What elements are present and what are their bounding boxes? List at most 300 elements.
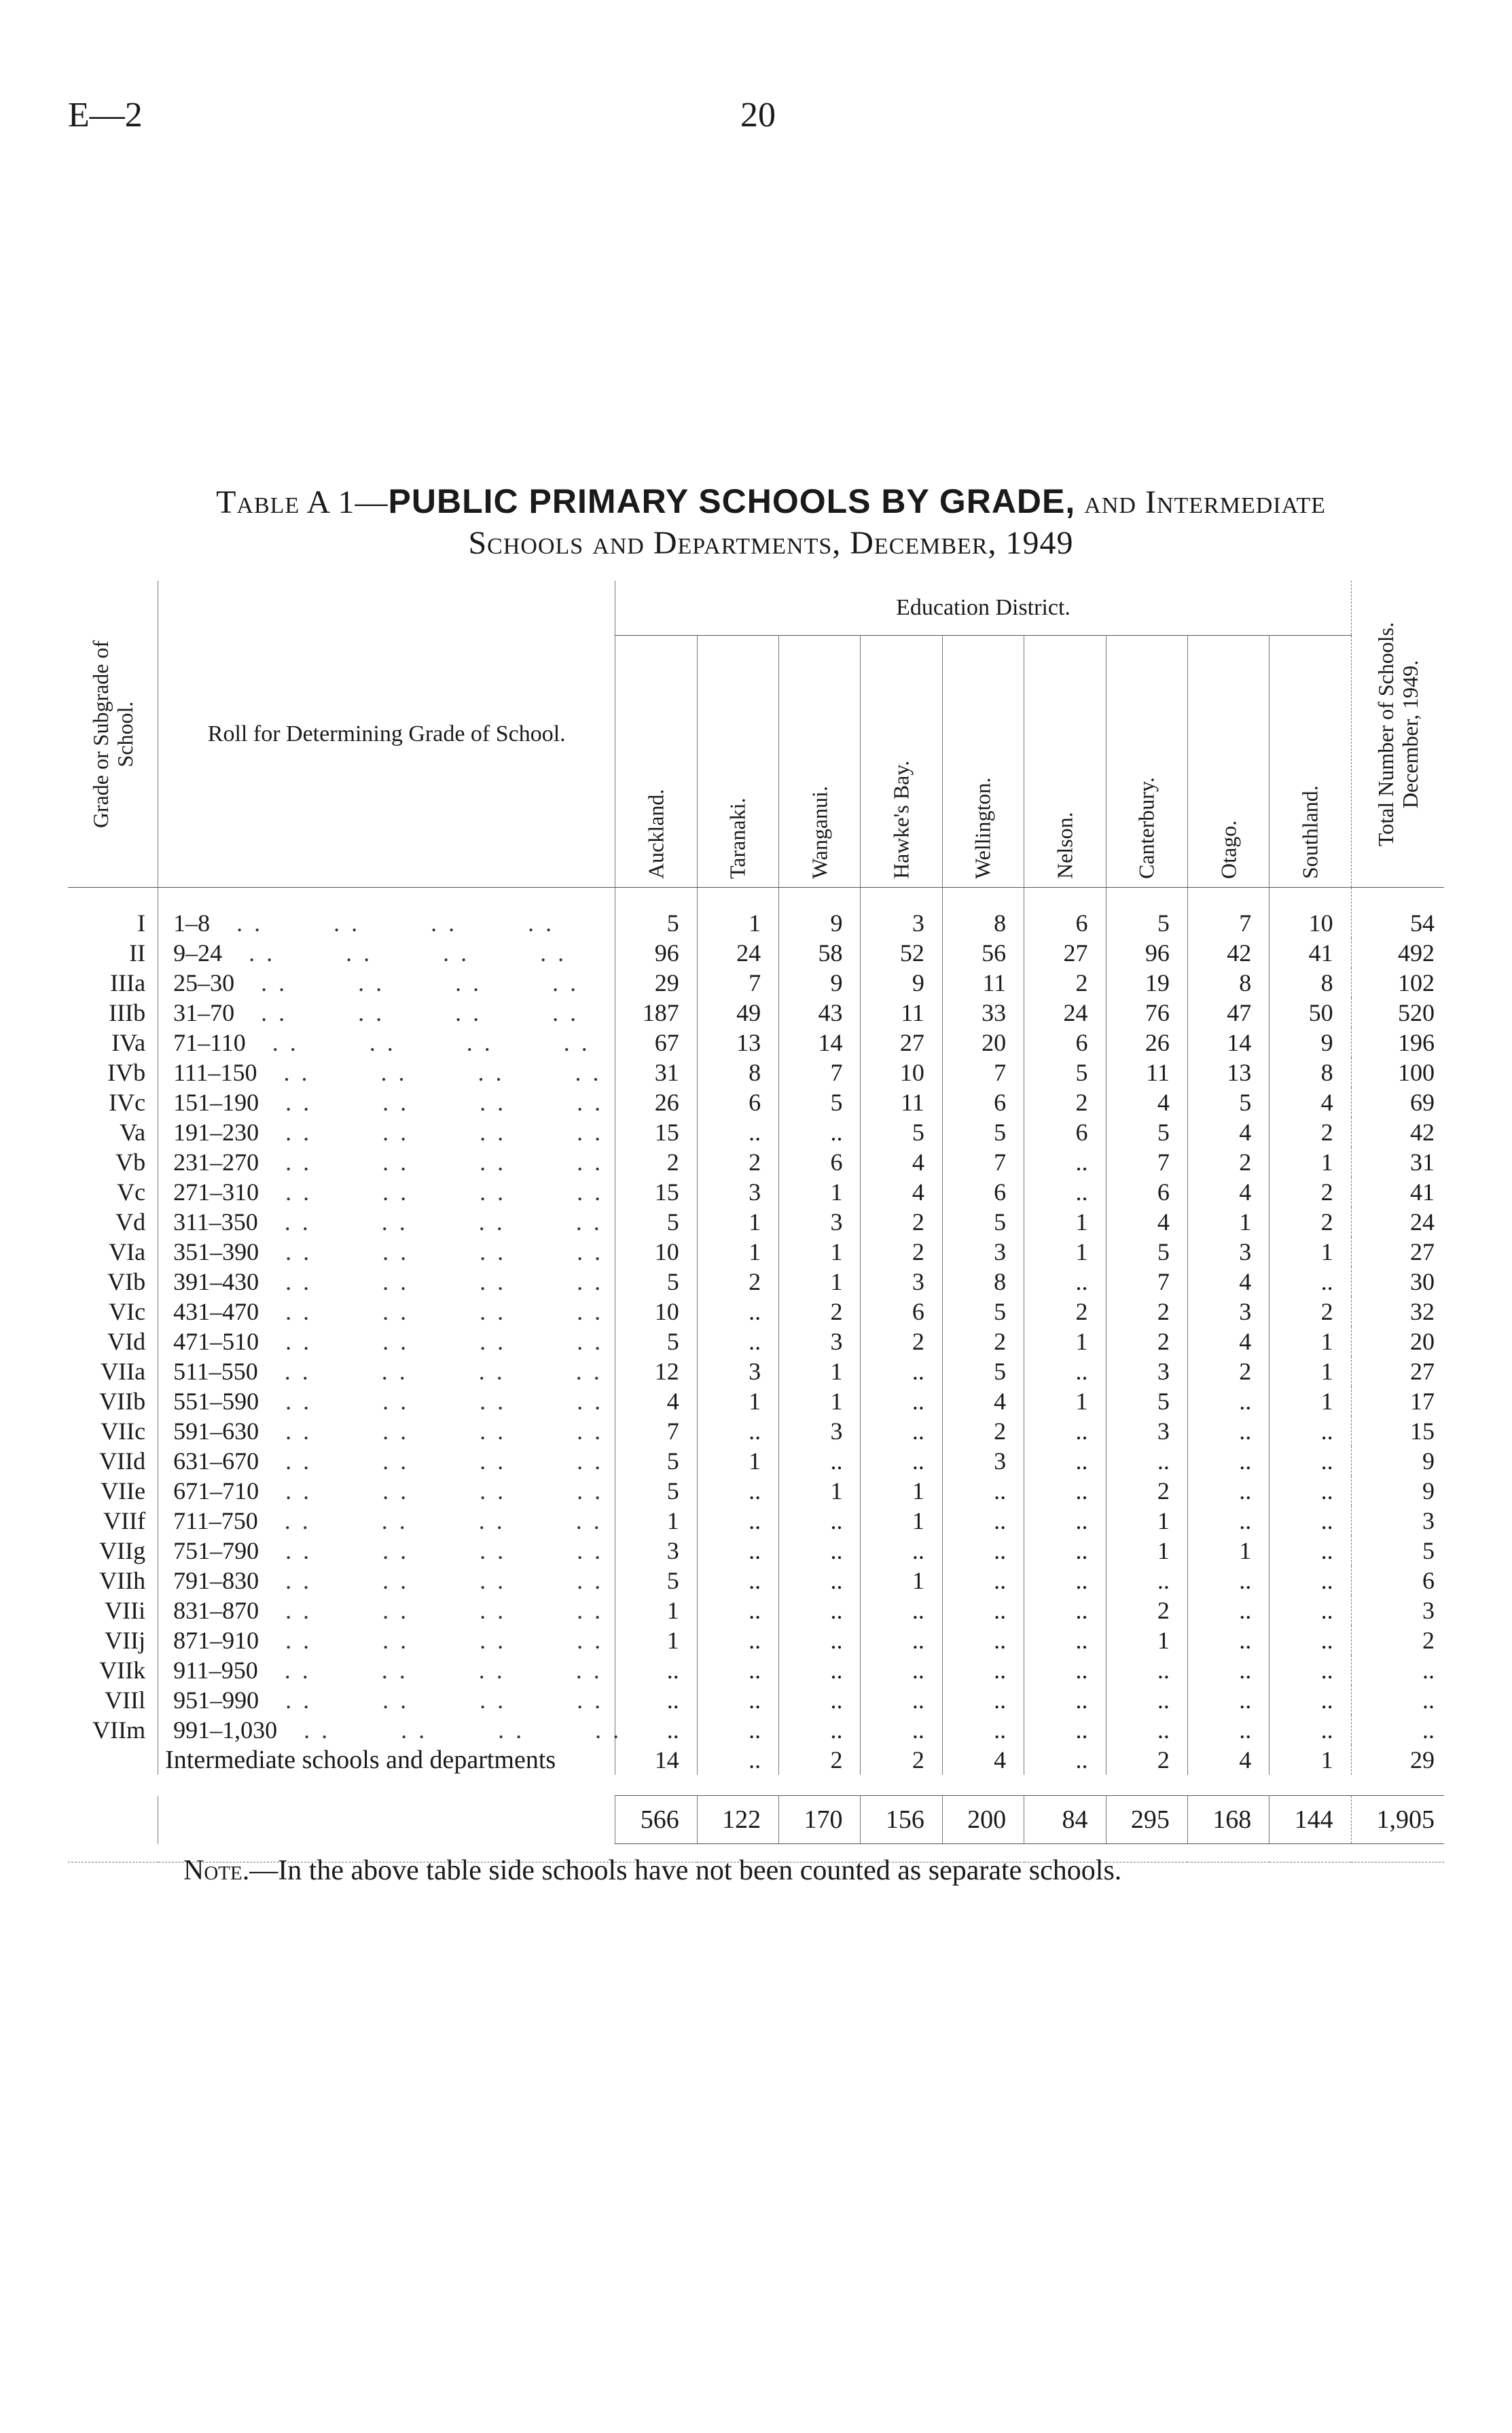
district-value-cell: .. (779, 1596, 861, 1625)
row-total-cell: 196 (1351, 1028, 1444, 1058)
total-value: 168 (1187, 1796, 1269, 1844)
district-value-cell: 5 (1106, 1386, 1187, 1416)
roll-range: 831–870 (173, 1597, 259, 1624)
district-value-cell: 15 (615, 1117, 697, 1147)
district-value-cell: 4 (1106, 1207, 1187, 1237)
district-value-cell: 5 (1106, 1117, 1187, 1147)
district-value-cell: .. (779, 1655, 861, 1685)
roll-range: 351–390 (173, 1238, 259, 1265)
roll-cell (158, 938, 615, 968)
grade-cell: VIIb (99, 1388, 146, 1415)
district-value-cell: 7 (942, 1147, 1024, 1177)
table-row (68, 1596, 1444, 1625)
title-prefix: Table A 1— (216, 484, 389, 520)
grade-column-header (68, 581, 158, 888)
district-value-cell: .. (1270, 1596, 1351, 1625)
leader-dots: . . . . . . . . (259, 1238, 604, 1265)
leader-dots: . . . . . . . . (259, 1447, 604, 1475)
district-value-cell: 3 (779, 1207, 861, 1237)
roll-range: 791–830 (173, 1567, 259, 1594)
row-total-cell: 27 (1351, 1237, 1444, 1267)
table-row (68, 1028, 1444, 1058)
district-value-cell: 2 (697, 1267, 778, 1297)
grade-cell: VIIm (92, 1716, 146, 1744)
table-note (183, 1854, 1121, 1887)
district-value-cell: .. (861, 1416, 942, 1446)
roll-range: 711–750 (173, 1507, 258, 1534)
roll-cell (158, 1685, 615, 1715)
district-value-cell: 6 (861, 1297, 942, 1327)
district-value-cell: .. (1187, 1416, 1269, 1446)
roll-range: 591–630 (173, 1418, 259, 1445)
district-value-cell: 8 (1270, 968, 1351, 998)
district-value-cell: .. (861, 1356, 942, 1386)
district-value-cell: .. (1024, 1267, 1106, 1297)
table-row (68, 1327, 1444, 1356)
district-value-cell: .. (697, 1625, 778, 1655)
district-value-cell: .. (779, 1536, 861, 1566)
district-value-cell: 9 (779, 888, 861, 939)
district-value-cell: 2 (1106, 1297, 1187, 1327)
total-header-text: Total Number of Schools. December, 1949. (1373, 621, 1422, 846)
district-value-cell: 10 (861, 1058, 942, 1087)
district-value-cell: .. (779, 1685, 861, 1715)
table-row (68, 1655, 1444, 1685)
grade-cell: Va (120, 1119, 146, 1146)
district-value-cell: 8 (942, 1267, 1024, 1297)
district-value-cell: 13 (697, 1028, 778, 1058)
note-text: —In the above table side schools have not been counted as separate schools. (249, 1855, 1122, 1886)
schools-table-wrapper (68, 581, 1444, 1862)
roll-cell (158, 1207, 615, 1237)
district-value-cell: 9 (861, 968, 942, 998)
district-value-cell: 5 (1024, 1058, 1106, 1087)
district-label: Hawke's Bay. (888, 760, 914, 879)
district-value-cell: 7 (942, 1058, 1024, 1087)
district-value-cell: .. (1270, 1566, 1351, 1596)
district-value-cell: 1 (1187, 1207, 1269, 1237)
district-value-cell: 5 (942, 1297, 1024, 1327)
district-value-cell: 5 (615, 1327, 697, 1356)
district-value-cell: 5 (615, 1267, 697, 1297)
district-value-cell: 5 (615, 888, 697, 939)
roll-cell (158, 1416, 615, 1446)
district-value-cell: .. (697, 1715, 778, 1745)
district-value-cell: 7 (1106, 1267, 1187, 1297)
roll-cell (158, 1028, 615, 1058)
district-value-cell: .. (697, 1297, 778, 1327)
district-value-cell: 1 (1270, 1327, 1351, 1356)
district-value-cell: .. (942, 1536, 1024, 1566)
district-value-cell: .. (1024, 1596, 1106, 1625)
district-value-cell: 2 (1106, 1596, 1187, 1625)
roll-range: 31–70 (173, 999, 235, 1026)
district-value-cell: 3 (779, 1327, 861, 1356)
district-value-cell: 1 (779, 1476, 861, 1506)
district-value-cell: .. (1187, 1715, 1269, 1745)
district-value-cell: .. (1106, 1715, 1187, 1745)
district-value-cell: 52 (861, 938, 942, 968)
total-value: 84 (1024, 1796, 1106, 1844)
table-row (68, 1566, 1444, 1596)
district-header-southland (1270, 636, 1351, 888)
district-value-cell: .. (1106, 1655, 1187, 1685)
district-value-cell: 10 (615, 1297, 697, 1327)
row-total-cell: 32 (1351, 1297, 1444, 1327)
district-value-cell: 4 (1187, 1267, 1269, 1297)
grade-cell: VIIk (99, 1657, 146, 1684)
intermediate-value: 4 (1187, 1745, 1269, 1775)
totals-row (68, 1796, 1444, 1844)
roll-cell (158, 1536, 615, 1566)
district-value-cell: .. (697, 1655, 778, 1685)
table-row (68, 998, 1444, 1028)
roll-range: 151–190 (173, 1089, 259, 1116)
grade-cell: VIIe (101, 1477, 146, 1504)
roll-range: 311–350 (173, 1208, 258, 1236)
table-row (68, 1147, 1444, 1177)
roll-cell (158, 1177, 615, 1207)
district-value-cell: .. (1187, 1476, 1269, 1506)
district-value-cell: .. (1270, 1267, 1351, 1297)
grade-cell: VIc (109, 1298, 146, 1325)
roll-column-header (158, 581, 615, 888)
district-value-cell: .. (1024, 1625, 1106, 1655)
district-value-cell: .. (861, 1596, 942, 1625)
title-suffix: and Intermediate (1075, 484, 1326, 520)
district-value-cell: 5 (615, 1476, 697, 1506)
grade-cell: VIIi (105, 1597, 146, 1624)
roll-range: 511–550 (173, 1358, 258, 1385)
leader-dots: . . . . . . . . (257, 1208, 602, 1236)
district-value-cell: 19 (1106, 968, 1187, 998)
leader-dots: . . . . . . . . (277, 1716, 622, 1744)
row-total-cell: .. (1351, 1655, 1444, 1685)
district-value-cell: 6 (942, 1177, 1024, 1207)
district-value-cell: 12 (615, 1356, 697, 1386)
roll-range: 991–1,030 (173, 1716, 278, 1744)
district-value-cell: 2 (1024, 968, 1106, 998)
district-header-taranaki (697, 636, 778, 888)
district-value-cell: 2 (1270, 1207, 1351, 1237)
row-total-cell: 102 (1351, 968, 1444, 998)
district-value-cell: 1 (861, 1566, 942, 1596)
district-value-cell: 96 (615, 938, 697, 968)
district-value-cell: 4 (1187, 1327, 1269, 1356)
roll-range: 911–950 (173, 1657, 258, 1684)
roll-cell (158, 1237, 615, 1267)
district-value-cell: 1 (779, 1356, 861, 1386)
district-value-cell: .. (1187, 1506, 1269, 1536)
row-total-cell: 20 (1351, 1327, 1444, 1356)
leader-dots: . . . . . . . . (259, 1178, 604, 1206)
intermediate-value: 14 (615, 1745, 697, 1775)
district-value-cell: 5 (615, 1566, 697, 1596)
row-total-cell: 9 (1351, 1476, 1444, 1506)
district-value-cell: 27 (1024, 938, 1106, 968)
district-value-cell: 2 (615, 1147, 697, 1177)
table-row (68, 1536, 1444, 1566)
row-total-cell: 24 (1351, 1207, 1444, 1237)
district-value-cell: 1 (697, 1207, 778, 1237)
district-value-cell: 1 (1106, 1536, 1187, 1566)
totals-grade-cell (68, 1796, 158, 1844)
district-value-cell: .. (1270, 1506, 1351, 1536)
grade-cell: IVc (109, 1089, 146, 1116)
intermediate-value: 1 (1270, 1745, 1351, 1775)
roll-cell (158, 1087, 615, 1117)
district-value-cell: 58 (779, 938, 861, 968)
district-value-cell: .. (615, 1685, 697, 1715)
table-row (68, 1058, 1444, 1087)
district-value-cell: 1 (1270, 1356, 1351, 1386)
leader-dots: . . . . . . . . (257, 1059, 602, 1086)
grade-cell: IIIb (109, 999, 146, 1026)
district-value-cell: 2 (861, 1327, 942, 1356)
district-value-cell: 26 (1106, 1028, 1187, 1058)
grade-cell: VId (107, 1328, 146, 1355)
district-value-cell: .. (1106, 1446, 1187, 1476)
leader-dots: . . . . . . . . (245, 1029, 590, 1056)
roll-cell (158, 1566, 615, 1596)
district-value-cell: 1 (615, 1596, 697, 1625)
row-total-cell: 30 (1351, 1267, 1444, 1297)
roll-header-text: Roll for Determining Grade of School. (207, 721, 566, 746)
total-value: 200 (942, 1796, 1024, 1844)
leader-dots: . . . . . . . . (259, 1597, 604, 1624)
district-value-cell: .. (1024, 1506, 1106, 1536)
table-row (68, 968, 1444, 998)
district-value-cell: .. (1270, 1446, 1351, 1476)
roll-range: 551–590 (173, 1388, 259, 1415)
district-value-cell: 4 (861, 1147, 942, 1177)
table-row (68, 1386, 1444, 1416)
roll-range: 631–670 (173, 1447, 259, 1475)
district-value-cell: .. (1024, 1416, 1106, 1446)
district-value-cell: 3 (861, 1267, 942, 1297)
district-value-cell: 7 (615, 1416, 697, 1446)
district-value-cell: 1 (697, 1446, 778, 1476)
total-value: 295 (1106, 1796, 1187, 1844)
totals-label-cell (158, 1796, 615, 1844)
district-value-cell: .. (861, 1536, 942, 1566)
district-value-cell: 3 (1187, 1297, 1269, 1327)
district-value-cell: 5 (942, 1117, 1024, 1147)
district-value-cell: .. (1106, 1685, 1187, 1715)
table-title (95, 481, 1447, 564)
district-header-nelson (1024, 636, 1106, 888)
leader-dots: . . . . . . . . (259, 1567, 604, 1594)
district-value-cell: 1 (1024, 1207, 1106, 1237)
intermediate-grade-cell (68, 1745, 158, 1775)
district-value-cell: 2 (697, 1147, 778, 1177)
roll-cell (158, 1297, 615, 1327)
row-total-cell: .. (1351, 1715, 1444, 1745)
district-value-cell: 2 (1270, 1117, 1351, 1147)
roll-range: 431–470 (173, 1298, 259, 1325)
district-value-cell: 6 (1024, 1117, 1106, 1147)
table-row (68, 1446, 1444, 1476)
intermediate-label: Intermediate schools and departments (158, 1745, 615, 1775)
roll-cell (158, 1147, 615, 1177)
district-value-cell: 67 (615, 1028, 697, 1058)
district-value-cell: 1 (1024, 1327, 1106, 1356)
district-value-cell: 14 (1187, 1028, 1269, 1058)
roll-range: 751–790 (173, 1537, 259, 1564)
grade-cell: IVb (107, 1059, 146, 1086)
leader-dots: . . . . . . . . (259, 1268, 604, 1295)
grade-cell: VIIj (105, 1627, 146, 1654)
district-value-cell: 2 (1024, 1297, 1106, 1327)
district-value-cell: 2 (1270, 1297, 1351, 1327)
roll-cell (158, 1596, 615, 1625)
row-total-cell: 6 (1351, 1566, 1444, 1596)
district-value-cell: 3 (697, 1177, 778, 1207)
roll-range: 191–230 (173, 1119, 259, 1146)
leader-dots: . . . . . . . . (259, 1477, 604, 1504)
roll-range: 391–430 (173, 1268, 259, 1295)
leader-dots: . . . . . . . . (259, 1388, 604, 1415)
district-value-cell: 2 (1024, 1087, 1106, 1117)
roll-cell (158, 1625, 615, 1655)
district-value-cell: 3 (779, 1416, 861, 1446)
district-value-cell: .. (697, 1506, 778, 1536)
district-value-cell: 5 (615, 1446, 697, 1476)
district-value-cell: .. (697, 1596, 778, 1625)
district-value-cell: 27 (861, 1028, 942, 1058)
district-value-cell: .. (1270, 1476, 1351, 1506)
roll-cell (158, 1386, 615, 1416)
district-value-cell: 5 (1106, 1237, 1187, 1267)
title-bold: PUBLIC PRIMARY SCHOOLS BY GRADE, (388, 482, 1076, 520)
district-value-cell: 14 (779, 1028, 861, 1058)
grade-cell: Vd (115, 1208, 146, 1236)
roll-cell (158, 1446, 615, 1476)
table-row (68, 1715, 1444, 1745)
district-value-cell: .. (1024, 1655, 1106, 1685)
district-value-cell: 1 (697, 888, 778, 939)
district-value-cell: .. (1106, 1566, 1187, 1596)
district-value-cell: .. (779, 1446, 861, 1476)
table-body (68, 888, 1444, 1746)
row-total-cell: 3 (1351, 1506, 1444, 1536)
district-value-cell: .. (942, 1625, 1024, 1655)
district-value-cell: 8 (942, 888, 1024, 939)
grade-cell: Vb (115, 1149, 146, 1176)
total-value: 566 (615, 1796, 697, 1844)
district-value-cell: .. (942, 1596, 1024, 1625)
roll-cell (158, 1327, 615, 1356)
district-value-cell: 1 (1024, 1386, 1106, 1416)
district-value-cell: .. (861, 1386, 942, 1416)
district-value-cell: .. (1024, 1566, 1106, 1596)
district-value-cell: .. (942, 1506, 1024, 1536)
district-value-cell: .. (1024, 1476, 1106, 1506)
district-value-cell: 20 (942, 1028, 1024, 1058)
row-total-cell: 54 (1351, 888, 1444, 939)
district-label: Nelson. (1052, 812, 1077, 879)
district-value-cell: 3 (942, 1446, 1024, 1476)
district-label: Taranaki. (725, 797, 750, 879)
grade-header-text: Grade or Subgrade of School. (88, 640, 138, 828)
district-value-cell: 5 (942, 1207, 1024, 1237)
district-value-cell: 2 (1106, 1476, 1187, 1506)
district-value-cell: 50 (1270, 998, 1351, 1028)
district-value-cell: .. (697, 1536, 778, 1566)
table-row (68, 1416, 1444, 1446)
district-value-cell: 11 (942, 968, 1024, 998)
leader-dots: . . . . . . . . (234, 969, 579, 996)
district-value-cell: .. (779, 1566, 861, 1596)
district-value-cell: 1 (861, 1476, 942, 1506)
district-value-cell: .. (1270, 1685, 1351, 1715)
district-value-cell: 1 (779, 1267, 861, 1297)
district-value-cell: .. (779, 1715, 861, 1745)
district-value-cell: 4 (1270, 1087, 1351, 1117)
district-value-cell: 9 (779, 968, 861, 998)
district-value-cell: 5 (942, 1356, 1024, 1386)
district-value-cell: 2 (942, 1327, 1024, 1356)
district-value-cell: 24 (697, 938, 778, 968)
row-total-cell: 15 (1351, 1416, 1444, 1446)
roll-range: 951–990 (173, 1687, 259, 1714)
district-value-cell: .. (942, 1715, 1024, 1745)
district-value-cell: 1 (615, 1625, 697, 1655)
district-header-hawkes-bay (861, 636, 942, 888)
roll-cell (158, 1058, 615, 1087)
district-value-cell: .. (1187, 1655, 1269, 1685)
row-total-cell: 5 (1351, 1536, 1444, 1566)
district-value-cell: 96 (1106, 938, 1187, 968)
district-value-cell: 47 (1187, 998, 1269, 1028)
district-value-cell: 1 (1187, 1536, 1269, 1566)
district-value-cell: 6 (1106, 1177, 1187, 1207)
page-number: 20 (740, 96, 776, 134)
grade-cell: IIIa (110, 969, 146, 996)
grade-cell: VIIa (101, 1358, 146, 1385)
district-value-cell: 11 (861, 998, 942, 1028)
district-value-cell: 187 (615, 998, 697, 1028)
leader-dots: . . . . . . . . (259, 1627, 604, 1654)
table-row (68, 1177, 1444, 1207)
row-total-cell: .. (1351, 1685, 1444, 1715)
district-value-cell: 26 (615, 1087, 697, 1117)
grade-cell: VIIf (103, 1507, 146, 1534)
district-value-cell: .. (1270, 1536, 1351, 1566)
district-value-cell: 1 (697, 1386, 778, 1416)
education-district-header: Education District. (615, 581, 1351, 636)
district-value-cell: 2 (779, 1297, 861, 1327)
district-value-cell: 49 (697, 998, 778, 1028)
district-value-cell: 7 (1187, 888, 1269, 939)
district-value-cell: 8 (697, 1058, 778, 1087)
district-value-cell: .. (1024, 1356, 1106, 1386)
district-value-cell: 11 (861, 1087, 942, 1117)
district-value-cell: 4 (1187, 1117, 1269, 1147)
district-value-cell: 5 (615, 1207, 697, 1237)
district-value-cell: .. (1270, 1625, 1351, 1655)
grade-cell: II (129, 939, 146, 967)
district-value-cell: 41 (1270, 938, 1351, 968)
table-row (68, 1267, 1444, 1297)
roll-cell (158, 1715, 622, 1745)
district-header-canterbury (1106, 636, 1187, 888)
table-row (68, 1087, 1444, 1117)
district-value-cell: 5 (1187, 1087, 1269, 1117)
district-value-cell: .. (942, 1476, 1024, 1506)
district-value-cell: .. (1270, 1715, 1351, 1745)
district-value-cell: .. (1270, 1655, 1351, 1685)
